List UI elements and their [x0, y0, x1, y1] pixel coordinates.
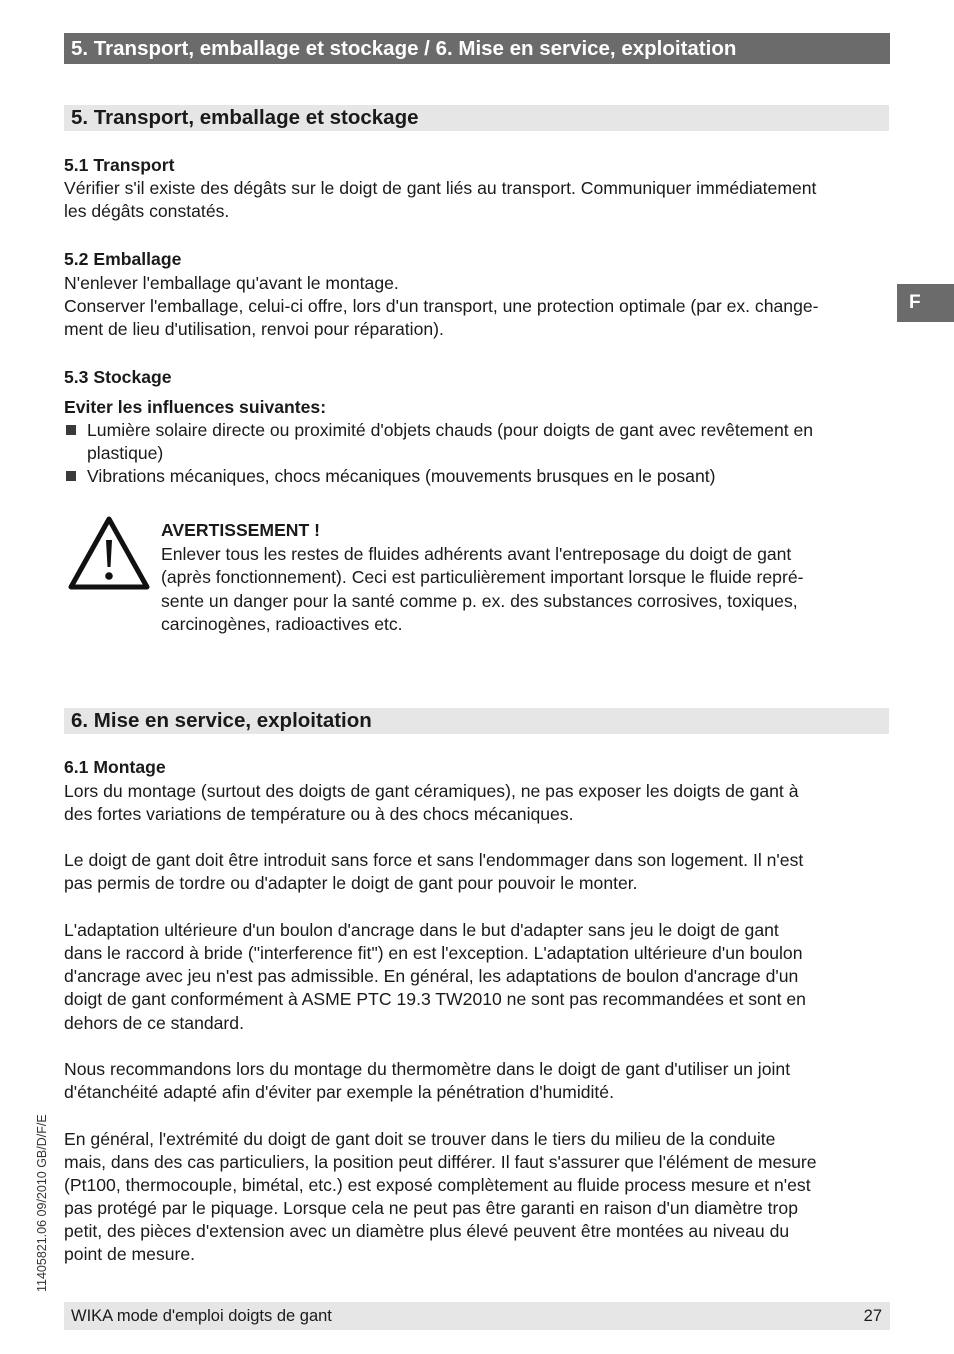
paragraph-line: d'étanchéité adapté afin d'éviter par exemple la pénétration d'humidité.	[64, 1082, 614, 1102]
paragraph-line: dehors de ce standard.	[64, 1013, 244, 1033]
paragraph-line: L'adaptation ultérieure d'un boulon d'ancrage dans le but d'adapter sans jeu le doigt de gant	[64, 920, 779, 940]
warning-title: AVERTISSEMENT !	[161, 520, 321, 540]
paragraph-line: ment de lieu d'utilisation, renvoi pour réparation).	[64, 319, 444, 339]
paragraph-line: pas protégé par le piquage. Lorsque cela ne peut pas être garanti en raison d'un diamètre trop	[64, 1198, 798, 1218]
paragraph-line: En général, l'extrémité du doigt de gant doit se trouver dans le tiers du milieu de la conduite	[64, 1129, 776, 1149]
paragraph-line: Conserver l'emballage, celui-ci offre, lors d'un transport, une protection optimale (par ex. change-	[64, 296, 819, 316]
subsection-5-2-heading: 5.2 Emballage	[64, 249, 182, 269]
subsection-5-1-heading: 5.1 Transport	[64, 155, 175, 175]
warning-line: (après fonctionnement). Ceci est particulièrement important lorsque le fluide repré-	[161, 567, 804, 588]
list-item-text: plastique)	[87, 443, 164, 463]
bullet-square-icon	[66, 471, 76, 481]
warning-triangle-icon	[67, 515, 151, 591]
page-number: 27	[863, 1307, 882, 1325]
paragraph-line: doigt de gant conformément à ASME PTC 19.3 TW2010 ne sont pas recommandées et sont en	[64, 989, 806, 1009]
paragraph-line: dans le raccord à bride ("interference fit") en est l'exception. L'adaptation ultérieure d'un boulon	[64, 943, 803, 963]
stockage-subheading: Eviter les influences suivantes:	[64, 397, 327, 417]
paragraph-line: Lors du montage (surtout des doigts de gant céramiques), ne pas exposer les doigts de gant à	[64, 781, 799, 801]
document-code: 11405821.06 09/2010 GB/D/F/E	[35, 1114, 49, 1292]
list-item-text: Lumière solaire directe ou proximité d'objets chauds (pour doigts de gant avec revêtement en	[87, 420, 814, 440]
section-5-heading: 5. Transport, emballage et stockage	[64, 105, 889, 131]
paragraph-line: d'ancrage avec jeu n'est pas admissible. En général, les adaptations de boulon d'ancrage d'un	[64, 966, 799, 986]
section-6-heading: 6. Mise en service, exploitation	[64, 708, 889, 734]
paragraph-line: Le doigt de gant doit être introduit sans force et sans l'endommager dans son logement. Il n'est	[64, 850, 804, 870]
warning-line: carcinogènes, radioactives etc.	[161, 613, 403, 634]
page-header-title: 5. Transport, emballage et stockage / 6. Mise en service, exploitation	[64, 33, 890, 64]
paragraph-line: Nous recommandons lors du montage du thermomètre dans le doigt de gant d'utiliser un joint	[64, 1059, 791, 1079]
paragraph-line: pas permis de tordre ou d'adapter le doigt de gant pour pouvoir le monter.	[64, 873, 638, 893]
warning-block	[161, 519, 881, 636]
language-tab-f: F	[897, 284, 954, 322]
paragraph-line: les dégâts constatés.	[64, 201, 230, 221]
subsection-5-3-heading: 5.3 Stockage	[64, 367, 172, 387]
list-item-text: Vibrations mécaniques, chocs mécaniques (mouvements brusques en le posant)	[87, 466, 716, 486]
paragraph-line: N'enlever l'emballage qu'avant le montage.	[64, 273, 399, 293]
page-footer	[64, 1302, 890, 1330]
paragraph-line: Vérifier s'il existe des dégâts sur le doigt de gant liés au transport. Communiquer immédiatement	[64, 178, 817, 198]
bullet-square-icon	[66, 425, 76, 435]
warning-line: Enlever tous les restes de fluides adhérents avant l'entreposage du doigt de gant	[161, 544, 792, 565]
paragraph-line: mais, dans des cas particuliers, la position peut différer. Il faut s'assurer que l'élément de mesure	[64, 1152, 817, 1172]
footer-title: WIKA mode d'emploi doigts de gant	[71, 1307, 332, 1325]
paragraph-line: petit, des pièces d'extension avec un diamètre plus élevé peuvent être montées au niveau du	[64, 1221, 790, 1241]
warning-line: sente un danger pour la santé comme p. ex. des substances corrosives, toxiques,	[161, 590, 798, 611]
paragraph-line: (Pt100, thermocouple, bimétal, etc.) est exposé complètement au fluide process mesure et n'est	[64, 1175, 811, 1195]
paragraph-line: point de mesure.	[64, 1244, 196, 1264]
subsection-6-1-heading: 6.1 Montage	[64, 757, 166, 777]
paragraph-line: des fortes variations de température ou à des chocs mécaniques.	[64, 804, 574, 824]
